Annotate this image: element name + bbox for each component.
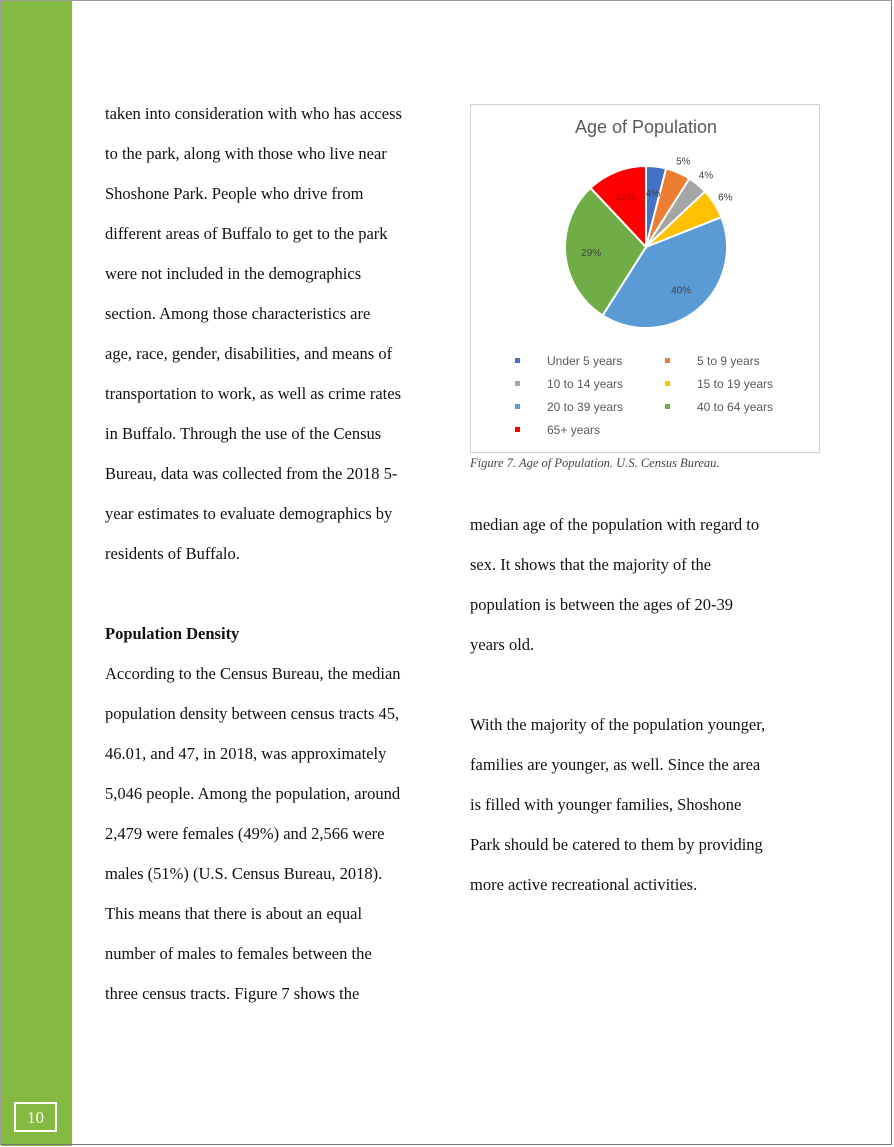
text-line: 5,046 people. Among the population, around [105,784,401,803]
right-column [470,505,800,905]
pie-data-label: 6% [718,192,733,204]
text-line: in Buffalo. Through the use of the Census [105,424,382,443]
paragraph-1 [470,505,800,665]
density-paragraph [105,654,435,1014]
pie-data-label: 4% [698,170,714,182]
legend-label: 65+ years [547,423,601,437]
text-line: different areas of Buffalo to get to the park [105,224,388,243]
text-line: were not included in the demographics [105,264,362,283]
left-column [105,94,435,1014]
pie-data-label: 40% [671,285,692,297]
legend-label: 10 to 14 years [547,377,624,391]
legend-label: 20 to 39 years [547,400,624,414]
legend-label: Under 5 years [547,354,623,368]
text-line: 2,479 were females (49%) and 2,566 were [105,824,385,843]
text-line: years old. [470,635,535,654]
pie-data-label: 4% [645,188,661,200]
pie-chart [471,105,821,345]
pie-data-label: 12% [615,191,636,203]
text-line: taken into consideration with who has access [105,104,402,123]
pie-chart-figure [470,104,820,453]
text-line: males (51%) (U.S. Census Bureau, 2018). [105,864,383,883]
text-line: This means that there is about an equal [105,904,363,923]
legend-label: 5 to 9 years [697,354,760,368]
text-line: transportation to work, as well as crime rates [105,384,401,403]
section-heading: Population Density [105,624,240,643]
text-line: 46.01, and 47, in 2018, was approximately [105,744,387,763]
page-number: 10 [14,1102,57,1132]
legend-swatch [665,381,670,386]
text-line: year estimates to evaluate demographics by [105,504,393,523]
text-line: Shoshone Park. People who drive from [105,184,364,203]
text-line: Bureau, data was collected from the 2018 5- [105,464,398,483]
text-line: Park should be catered to them by providing [470,835,763,854]
legend-swatch [515,358,520,363]
text-line: population density between census tracts 45, [105,704,400,723]
figure-caption: Figure 7. Age of Population. U.S. Census Bureau. [470,456,720,470]
sidebar-bar [1,1,72,1146]
legend-label: 15 to 19 years [697,377,774,391]
legend-swatch [515,381,520,386]
paragraph-2 [470,705,800,905]
text-line: is filled with younger families, Shoshone [470,795,742,814]
text-line: families are younger, as well. Since the area [470,755,761,774]
text-line: median age of the population with regard to [470,515,760,534]
spacer [470,665,800,705]
legend-swatch [515,404,520,409]
text-line: sex. It shows that the majority of the [470,555,712,574]
text-line: With the majority of the population younger, [470,715,766,734]
text-line: more active recreational activities. [470,875,698,894]
chart-title: Age of Population [574,117,718,137]
pie-data-label: 5% [676,156,691,168]
text-line: number of males to females between the [105,944,372,963]
text-line: age, race, gender, disabilities, and means of [105,344,393,363]
text-line: to the park, along with those who live near [105,144,387,163]
legend-swatch [665,358,670,363]
intro-paragraph [105,94,435,574]
text-line: According to the Census Bureau, the median [105,664,401,683]
text-line: section. Among those characteristics are [105,304,371,323]
text-line: three census tracts. Figure 7 shows the [105,984,360,1003]
text-line: residents of Buffalo. [105,544,240,563]
text-line: population is between the ages of 20-39 [470,595,734,614]
legend-swatch [515,427,520,432]
spacer [105,574,435,614]
pie-data-label: 29% [581,248,602,260]
legend-label: 40 to 64 years [697,400,774,414]
legend-swatch [665,404,670,409]
